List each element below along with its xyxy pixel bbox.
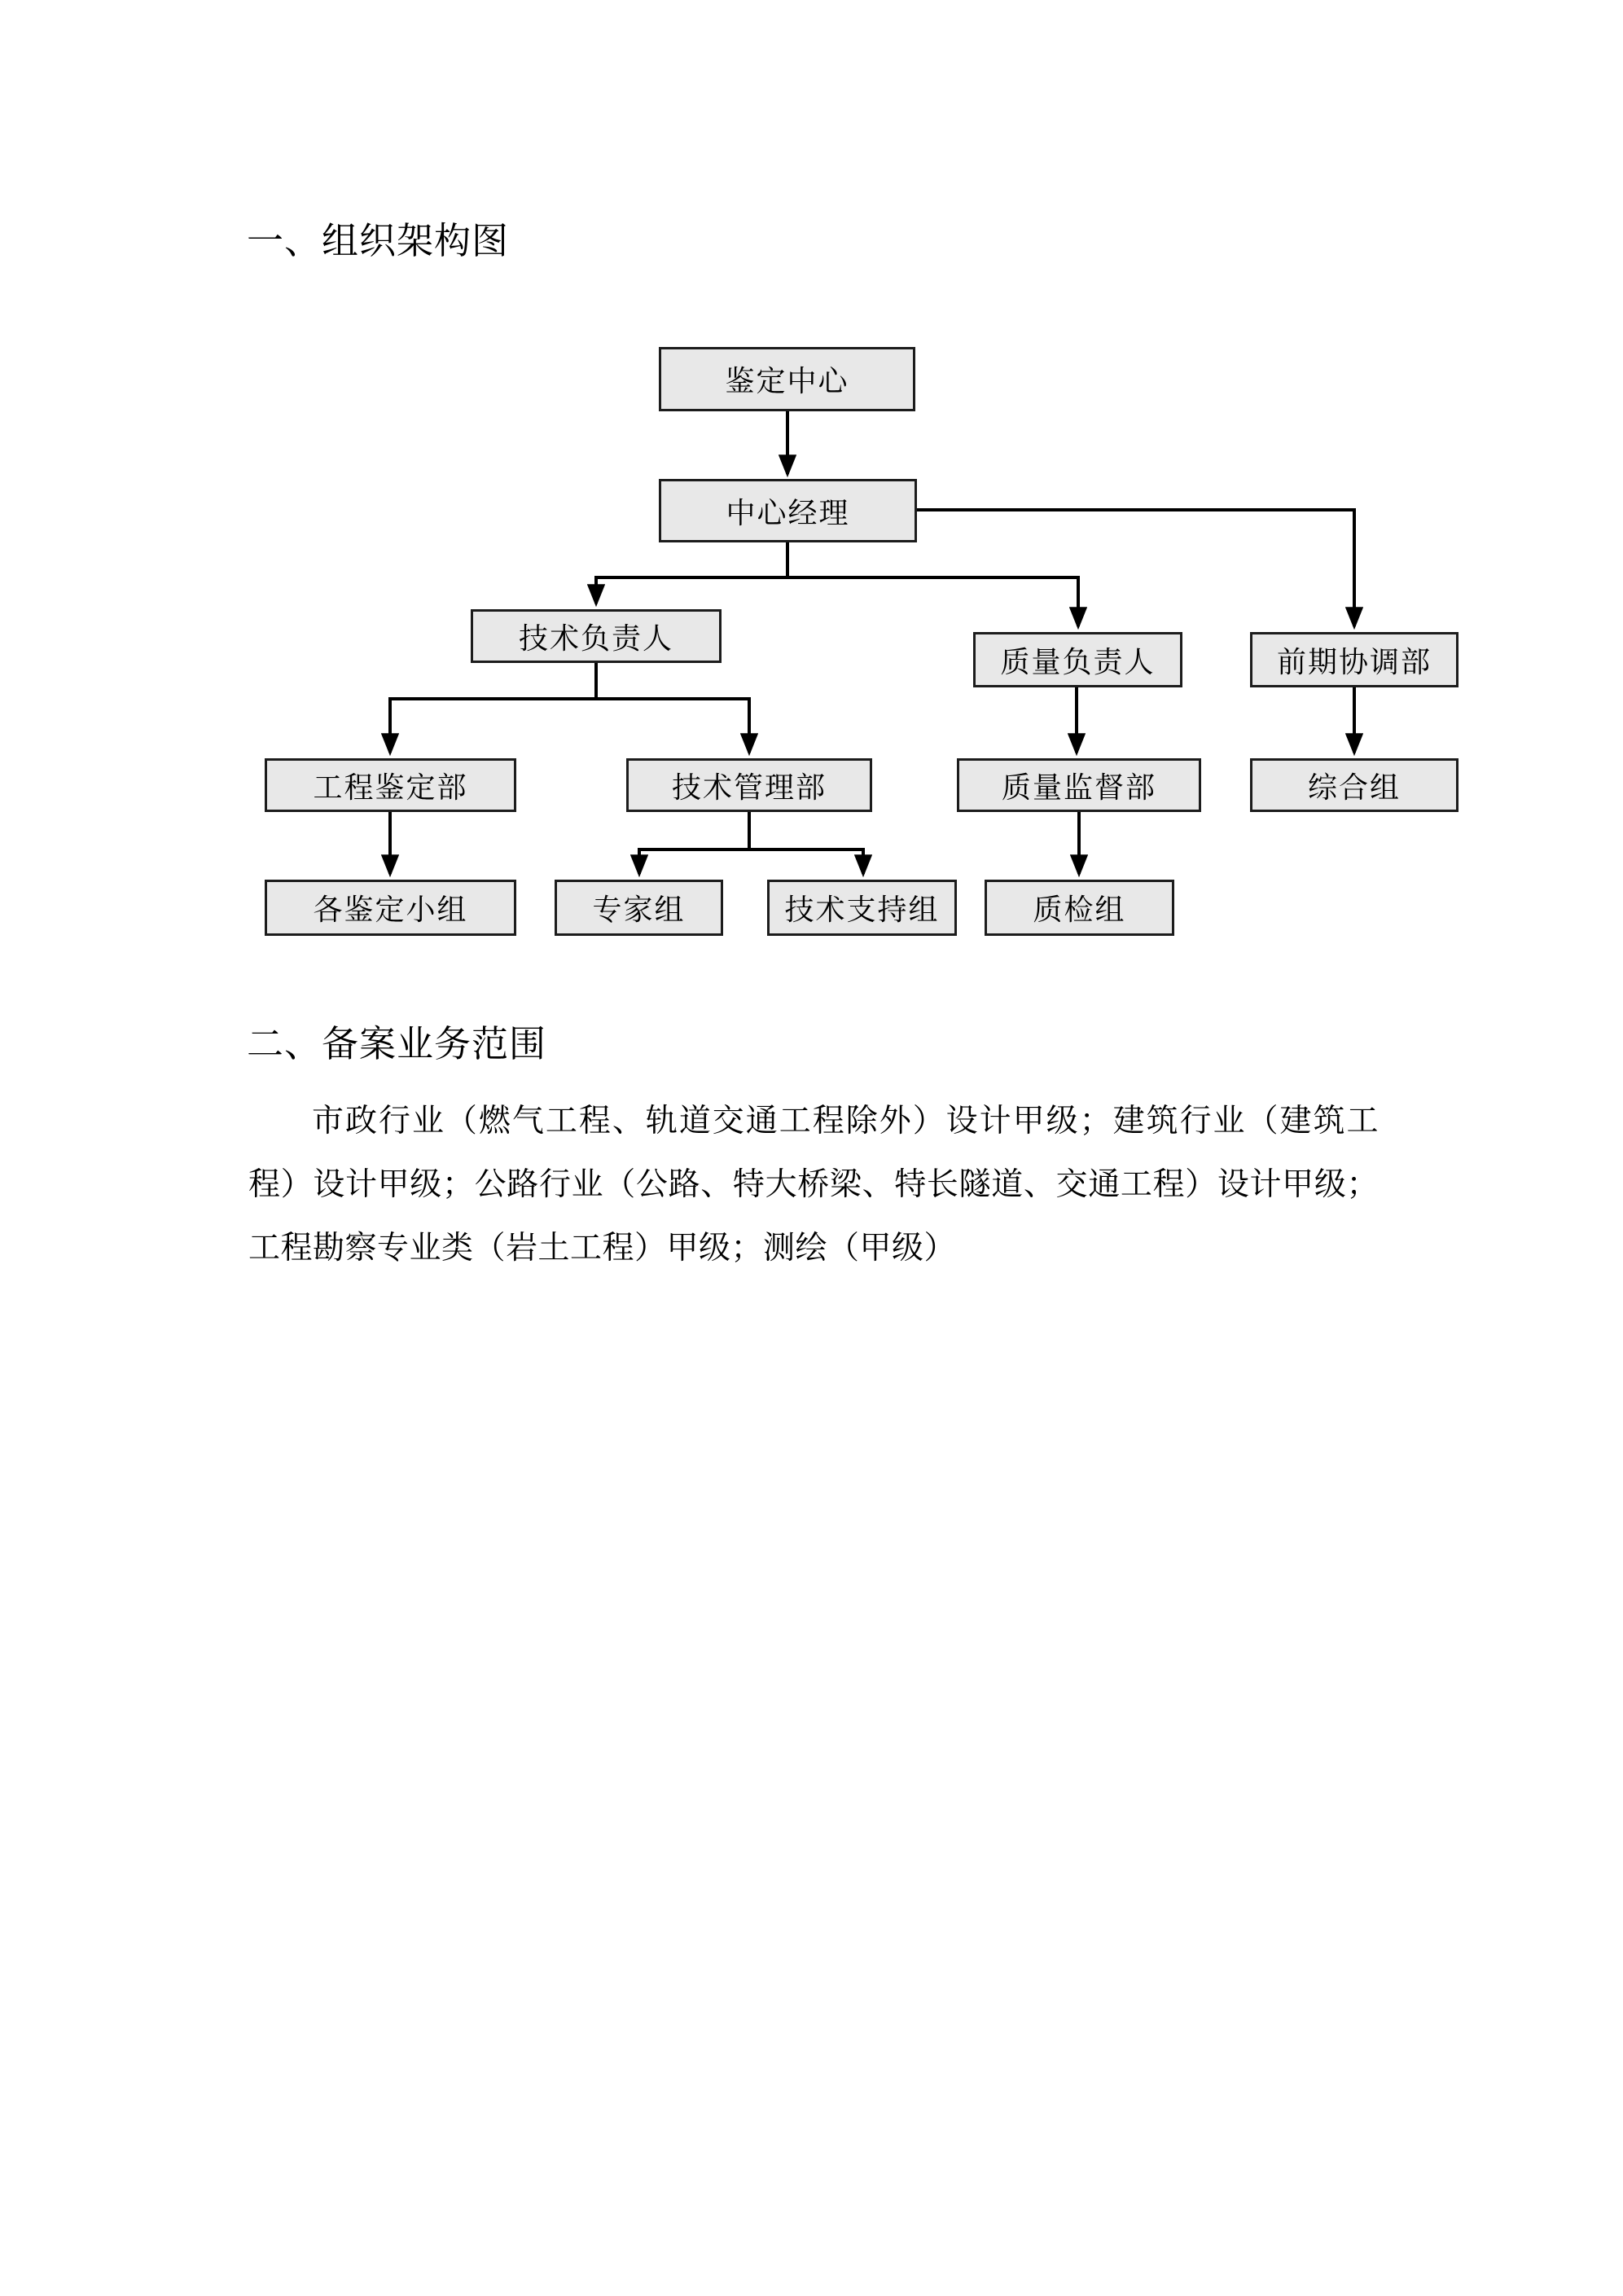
section-1-heading: 一、组织架构图 (247, 221, 510, 261)
org-node-expert-group: 专家组 (555, 880, 723, 936)
section-2-heading: 二、备案业务范围 (247, 1024, 547, 1065)
org-node-quality-supervision-dept: 质量监督部 (957, 758, 1201, 812)
org-node-tech-support-group: 技术支持组 (767, 880, 957, 936)
org-node-appraisal-center: 鉴定中心 (659, 347, 915, 411)
org-node-quality-director: 质量负责人 (973, 632, 1182, 687)
org-node-center-manager: 中心经理 (659, 479, 917, 542)
org-chart (0, 0, 1623, 1018)
section-2-paragraph: 市政行业（燃气工程、轨道交通工程除外）设计甲级；建筑行业（建筑工程）设计甲级；公路行业（公路、特大桥梁、特长隧道、交通工程）设计甲级；工程勘察专业类（岩土工程）甲级；测绘（甲级） (248, 1104, 1379, 1266)
org-node-tech-director: 技术负责人 (471, 609, 722, 663)
org-node-tech-management-dept: 技术管理部 (626, 758, 872, 812)
org-node-appraisal-teams: 各鉴定小组 (265, 880, 516, 936)
org-node-preliminary-coordination-dept: 前期协调部 (1250, 632, 1459, 687)
org-node-engineering-appraisal-dept: 工程鉴定部 (265, 758, 516, 812)
org-node-general-group: 综合组 (1250, 758, 1459, 812)
org-node-quality-inspection-group: 质检组 (985, 880, 1174, 936)
